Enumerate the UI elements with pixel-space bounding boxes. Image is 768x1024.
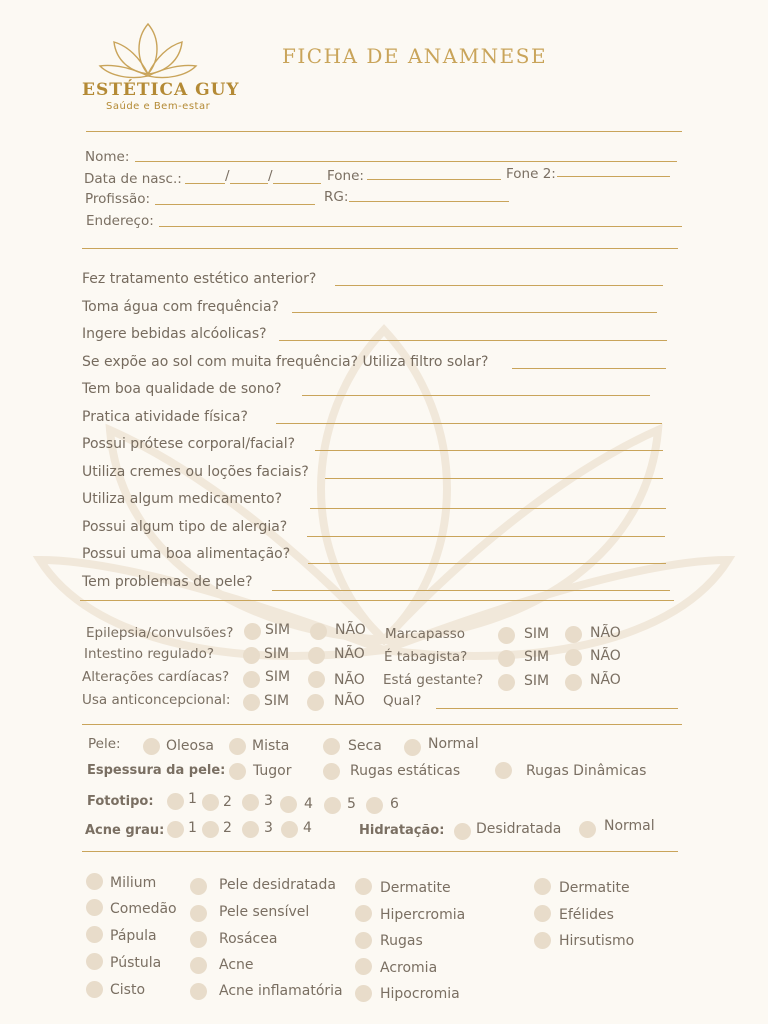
radio-sim[interactable] bbox=[498, 627, 515, 644]
checkbox-condition[interactable] bbox=[190, 931, 207, 948]
radio-hidratacao-normal[interactable] bbox=[579, 821, 596, 838]
condition-label: Dermatite bbox=[559, 880, 630, 896]
nao-label: NÃO bbox=[590, 672, 621, 688]
option-label: 3 bbox=[264, 793, 273, 809]
question-label: Toma água com frequência? bbox=[82, 299, 279, 315]
option-label: 1 bbox=[188, 791, 197, 807]
checkbox-condition[interactable] bbox=[86, 953, 103, 970]
radio-acne-1[interactable] bbox=[167, 821, 184, 838]
fone2-label: Fone 2: bbox=[506, 166, 556, 182]
checkbox-condition[interactable] bbox=[86, 981, 103, 998]
condition-label: Acne bbox=[219, 957, 254, 973]
question-label: Tem boa qualidade de sono? bbox=[82, 381, 282, 397]
question-label: Pratica atividade física? bbox=[82, 409, 248, 425]
checkbox-condition[interactable] bbox=[355, 985, 372, 1002]
option-label: 5 bbox=[347, 796, 356, 812]
radio-nao[interactable] bbox=[565, 649, 582, 666]
answer-field[interactable] bbox=[325, 478, 663, 479]
rg-field[interactable] bbox=[349, 201, 509, 202]
radio-sim[interactable] bbox=[244, 623, 261, 640]
option-label: Mista bbox=[252, 738, 290, 754]
question-label: Possui uma boa alimentação? bbox=[82, 546, 291, 562]
condition-label: Comedão bbox=[110, 901, 177, 917]
radio-tugor[interactable] bbox=[229, 763, 246, 780]
yesno-question: Está gestante? bbox=[383, 672, 484, 688]
condition-label: Dermatite bbox=[380, 880, 451, 896]
answer-field[interactable] bbox=[308, 563, 666, 564]
option-label: 3 bbox=[264, 820, 273, 836]
qual-label: Qual? bbox=[383, 693, 422, 709]
condition-label: Hirsutismo bbox=[559, 933, 635, 949]
option-label: 2 bbox=[223, 820, 232, 836]
condition-label: Rosácea bbox=[219, 931, 278, 947]
checkbox-condition[interactable] bbox=[86, 873, 103, 890]
nasc-month-field[interactable] bbox=[230, 183, 268, 184]
radio-nao[interactable] bbox=[308, 671, 325, 688]
option-label: Oleosa bbox=[166, 738, 214, 754]
sim-label: SIM bbox=[524, 649, 550, 665]
pele-label: Pele: bbox=[88, 736, 121, 752]
question-label: Possui prótese corporal/facial? bbox=[82, 436, 296, 452]
option-label: Rugas Dinâmicas bbox=[526, 763, 647, 779]
radio-normal[interactable] bbox=[404, 739, 421, 756]
checkbox-condition[interactable] bbox=[190, 905, 207, 922]
answer-field[interactable] bbox=[279, 340, 667, 341]
acne-label: Acne grau: bbox=[85, 823, 165, 838]
rg-label: RG: bbox=[324, 189, 349, 205]
endereco-field[interactable] bbox=[159, 226, 682, 227]
divider bbox=[80, 600, 674, 601]
date-slash: / bbox=[268, 168, 273, 184]
radio-sim[interactable] bbox=[243, 647, 260, 664]
yesno-question: É tabagista? bbox=[384, 649, 468, 665]
divider bbox=[82, 724, 682, 725]
nasc-day-field[interactable] bbox=[185, 183, 225, 184]
radio-fototipo-1[interactable] bbox=[167, 793, 184, 810]
yesno-question: Usa anticoncepcional: bbox=[82, 692, 231, 708]
radio-fototipo-5[interactable] bbox=[324, 797, 341, 814]
yesno-question: Alterações cardíacas? bbox=[82, 669, 230, 685]
checkbox-condition[interactable] bbox=[355, 932, 372, 949]
espessura-label: Espessura da pele: bbox=[87, 763, 226, 778]
radio-acne-3[interactable] bbox=[242, 821, 259, 838]
question-label: Ingere bebidas alcóolicas? bbox=[82, 326, 267, 342]
condition-label: Pápula bbox=[110, 928, 157, 944]
endereco-label: Endereço: bbox=[86, 213, 154, 229]
answer-field[interactable] bbox=[292, 312, 657, 313]
option-label: 4 bbox=[303, 820, 312, 836]
checkbox-condition[interactable] bbox=[534, 932, 551, 949]
radio-seca[interactable] bbox=[323, 738, 340, 755]
date-slash: / bbox=[225, 168, 230, 184]
checkbox-condition[interactable] bbox=[355, 905, 372, 922]
condition-label: Cisto bbox=[110, 982, 146, 998]
radio-nao[interactable] bbox=[565, 626, 582, 643]
radio-desidratada[interactable] bbox=[454, 823, 471, 840]
radio-mista[interactable] bbox=[229, 738, 246, 755]
question-label: Fez tratamento estético anterior? bbox=[82, 271, 317, 287]
yesno-question: Epilepsia/convulsões? bbox=[86, 625, 234, 641]
nao-label: NÃO bbox=[335, 622, 366, 638]
option-label: Normal bbox=[604, 818, 655, 834]
page-title: FICHA DE ANAMNESE bbox=[282, 44, 548, 68]
radio-fototipo-2[interactable] bbox=[202, 794, 219, 811]
condition-label: Pústula bbox=[110, 955, 162, 971]
condition-label: Hipocromia bbox=[380, 986, 460, 1002]
question-label: Utiliza cremes ou loções faciais? bbox=[82, 464, 309, 480]
profissao-field[interactable] bbox=[155, 204, 315, 205]
option-label: Normal bbox=[428, 736, 479, 752]
radio-sim[interactable] bbox=[498, 674, 515, 691]
nome-field[interactable] bbox=[135, 161, 677, 162]
answer-field[interactable] bbox=[307, 536, 665, 537]
fototipo-label: Fototipo: bbox=[87, 794, 154, 809]
radio-sim[interactable] bbox=[243, 671, 260, 688]
checkbox-condition[interactable] bbox=[355, 958, 372, 975]
nao-label: NÃO bbox=[334, 646, 365, 662]
nao-label: NÃO bbox=[590, 648, 621, 664]
endereco-field-line2[interactable] bbox=[82, 248, 678, 249]
radio-acne-2[interactable] bbox=[202, 821, 219, 838]
qual-field[interactable] bbox=[436, 708, 678, 709]
question-label: Utiliza algum medicamento? bbox=[82, 491, 283, 507]
nao-label: NÃO bbox=[334, 693, 365, 709]
checkbox-condition[interactable] bbox=[534, 878, 551, 895]
option-label: Desidratada bbox=[476, 821, 562, 837]
condition-label: Rugas bbox=[380, 933, 423, 949]
nasc-label: Data de nasc.: bbox=[84, 171, 182, 187]
radio-fototipo-6[interactable] bbox=[366, 797, 383, 814]
nao-label: NÃO bbox=[590, 625, 621, 641]
checkbox-condition[interactable] bbox=[534, 905, 551, 922]
question-label: Possui algum tipo de alergia? bbox=[82, 519, 288, 535]
radio-nao[interactable] bbox=[565, 674, 582, 691]
hidratacao-label: Hidratação: bbox=[359, 823, 445, 838]
condition-label: Acne inflamatória bbox=[219, 983, 343, 999]
radio-fototipo-3[interactable] bbox=[242, 794, 259, 811]
sim-label: SIM bbox=[264, 693, 290, 709]
radio-sim[interactable] bbox=[498, 650, 515, 667]
nome-label: Nome: bbox=[85, 149, 130, 165]
lotus-logo-icon bbox=[96, 22, 200, 82]
radio-rugas-estaticas[interactable] bbox=[323, 763, 340, 780]
option-label: Seca bbox=[348, 738, 382, 754]
divider bbox=[86, 131, 682, 132]
condition-label: Acromia bbox=[380, 960, 438, 976]
divider bbox=[82, 851, 678, 852]
option-label: 4 bbox=[304, 796, 313, 812]
condition-label: Hipercromia bbox=[380, 907, 466, 923]
sim-label: SIM bbox=[264, 646, 290, 662]
radio-rugas-dinamicas[interactable] bbox=[495, 762, 512, 779]
option-label: 2 bbox=[223, 794, 232, 810]
yesno-question: Intestino regulado? bbox=[84, 646, 215, 662]
radio-nao[interactable] bbox=[308, 647, 325, 664]
fone-label: Fone: bbox=[327, 168, 364, 184]
question-label: Tem problemas de pele? bbox=[82, 574, 253, 590]
nao-label: NÃO bbox=[334, 672, 365, 688]
fone-field[interactable] bbox=[367, 179, 501, 180]
radio-nao[interactable] bbox=[307, 694, 324, 711]
sim-label: SIM bbox=[524, 673, 550, 689]
answer-field[interactable] bbox=[315, 450, 663, 451]
radio-acne-4[interactable] bbox=[281, 821, 298, 838]
answer-field[interactable] bbox=[272, 590, 670, 591]
answer-field[interactable] bbox=[512, 368, 666, 369]
checkbox-condition[interactable] bbox=[190, 878, 207, 895]
answer-field[interactable] bbox=[335, 285, 663, 286]
fone2-field[interactable] bbox=[557, 176, 670, 177]
condition-label: Pele desidratada bbox=[219, 877, 336, 893]
brand-tagline: Saúde e Bem-estar bbox=[106, 101, 211, 112]
brand-name: ESTÉTICA GUY bbox=[82, 80, 240, 100]
option-label: 6 bbox=[390, 796, 399, 812]
option-label: Rugas estáticas bbox=[350, 763, 461, 779]
radio-nao[interactable] bbox=[310, 623, 327, 640]
option-label: 1 bbox=[188, 820, 197, 836]
radio-sim[interactable] bbox=[243, 694, 260, 711]
profissao-label: Profissão: bbox=[85, 191, 151, 207]
yesno-question: Marcapasso bbox=[385, 626, 466, 642]
answer-field[interactable] bbox=[302, 395, 650, 396]
checkbox-condition[interactable] bbox=[190, 957, 207, 974]
nasc-year-field[interactable] bbox=[273, 183, 321, 184]
radio-fototipo-4[interactable] bbox=[280, 796, 297, 813]
condition-label: Milium bbox=[110, 875, 157, 891]
checkbox-condition[interactable] bbox=[86, 899, 103, 916]
option-label: Tugor bbox=[253, 763, 292, 779]
checkbox-condition[interactable] bbox=[355, 878, 372, 895]
checkbox-condition[interactable] bbox=[190, 983, 207, 1000]
question-label: Se expõe ao sol com muita frequência? Utiliza filtro solar? bbox=[82, 354, 489, 370]
condition-label: Efélides bbox=[559, 907, 614, 923]
answer-field[interactable] bbox=[276, 423, 662, 424]
radio-oleosa[interactable] bbox=[143, 738, 160, 755]
sim-label: SIM bbox=[524, 626, 550, 642]
sim-label: SIM bbox=[265, 622, 291, 638]
answer-field[interactable] bbox=[310, 508, 666, 509]
checkbox-condition[interactable] bbox=[86, 926, 103, 943]
condition-label: Pele sensível bbox=[219, 904, 310, 920]
sim-label: SIM bbox=[265, 669, 291, 685]
